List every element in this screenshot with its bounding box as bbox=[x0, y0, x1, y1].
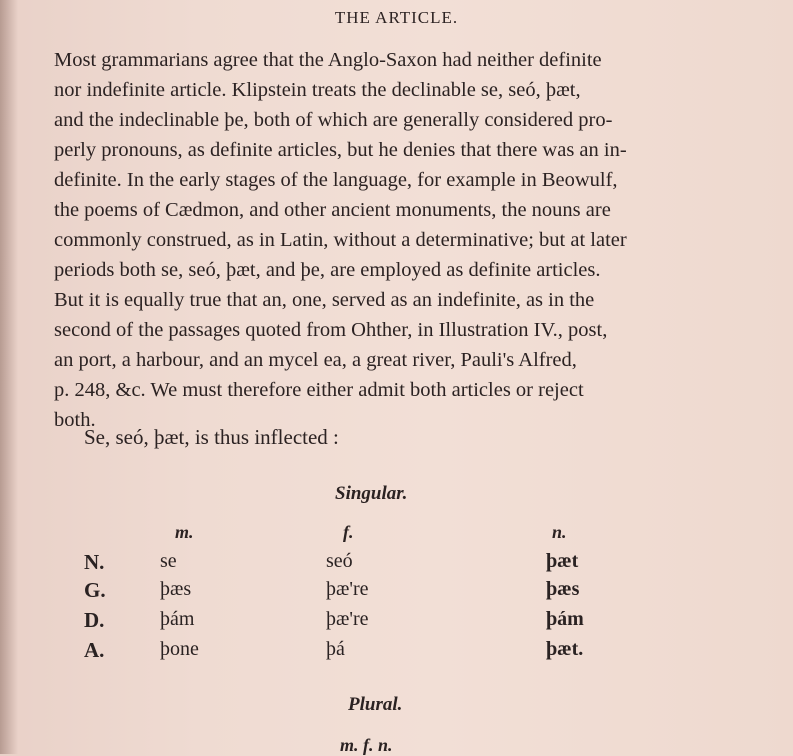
column-head-masculine: m. bbox=[175, 522, 194, 542]
genitive-masculine: þæs bbox=[160, 578, 192, 600]
accusative-masculine: þone bbox=[160, 638, 199, 660]
singular-label: Singular. bbox=[335, 483, 408, 504]
paragraph-line: commonly construed, as in Latin, without a determinative; but at later bbox=[54, 229, 627, 251]
dative-feminine: þæ're bbox=[326, 608, 369, 630]
case-genitive: G. bbox=[84, 578, 106, 602]
paragraph-line: Most grammarians agree that the Anglo-Saxon had neither definite bbox=[54, 49, 602, 71]
plural-column-heads: m. f. n. bbox=[340, 735, 393, 755]
article-paragraph bbox=[54, 45, 766, 435]
dative-masculine: þám bbox=[160, 608, 195, 630]
nominative-neuter: þæt bbox=[546, 550, 579, 572]
accusative-feminine: þá bbox=[326, 638, 345, 660]
paragraph-line: p. 248, &c. We must therefore either admit both articles or reject bbox=[54, 379, 584, 401]
column-head-neuter: n. bbox=[552, 522, 567, 542]
paragraph-line: second of the passages quoted from Ohther, in Illustration IV., post, bbox=[54, 319, 608, 341]
paragraph-line: an port, a harbour, and an mycel ea, a great river, Pauli's Alfred, bbox=[54, 349, 577, 371]
page-gutter-shadow bbox=[0, 0, 18, 754]
running-header: THE ARTICLE. bbox=[334, 8, 459, 27]
plural-label: Plural. bbox=[348, 694, 403, 715]
nominative-masculine: se bbox=[160, 550, 177, 572]
case-accusative: A. bbox=[84, 638, 105, 662]
column-head-feminine: f. bbox=[343, 522, 354, 542]
paragraph-line: the poems of Cædmon, and other ancient monuments, the nouns are bbox=[54, 199, 611, 221]
case-dative: D. bbox=[84, 608, 105, 632]
paragraph-line: both. bbox=[54, 409, 96, 431]
paragraph-line: definite. In the early stages of the language, for example in Beowulf, bbox=[54, 169, 618, 191]
dative-neuter: þám bbox=[546, 608, 584, 630]
paragraph-line: periods both se, seó, þæt, and þe, are employed as definite articles. bbox=[54, 259, 601, 281]
genitive-neuter: þæs bbox=[546, 578, 580, 600]
genitive-feminine: þæ're bbox=[326, 578, 369, 600]
inflection-intro: Se, seó, þæt, is thus inflected : bbox=[84, 425, 339, 449]
accusative-neuter: þæt. bbox=[546, 638, 584, 660]
paragraph-line: and the indeclinable þe, both of which are generally considered pro- bbox=[54, 109, 613, 131]
nominative-feminine: seó bbox=[326, 550, 353, 572]
paragraph-line: perly pronouns, as definite articles, but he denies that there was an in- bbox=[54, 139, 627, 161]
paragraph-line: But it is equally true that an, one, served as an indefinite, as in the bbox=[54, 289, 595, 311]
case-nominative: N. bbox=[84, 550, 105, 574]
paragraph-line: nor indefinite article. Klipstein treats the declinable se, seó, þæt, bbox=[54, 79, 581, 101]
